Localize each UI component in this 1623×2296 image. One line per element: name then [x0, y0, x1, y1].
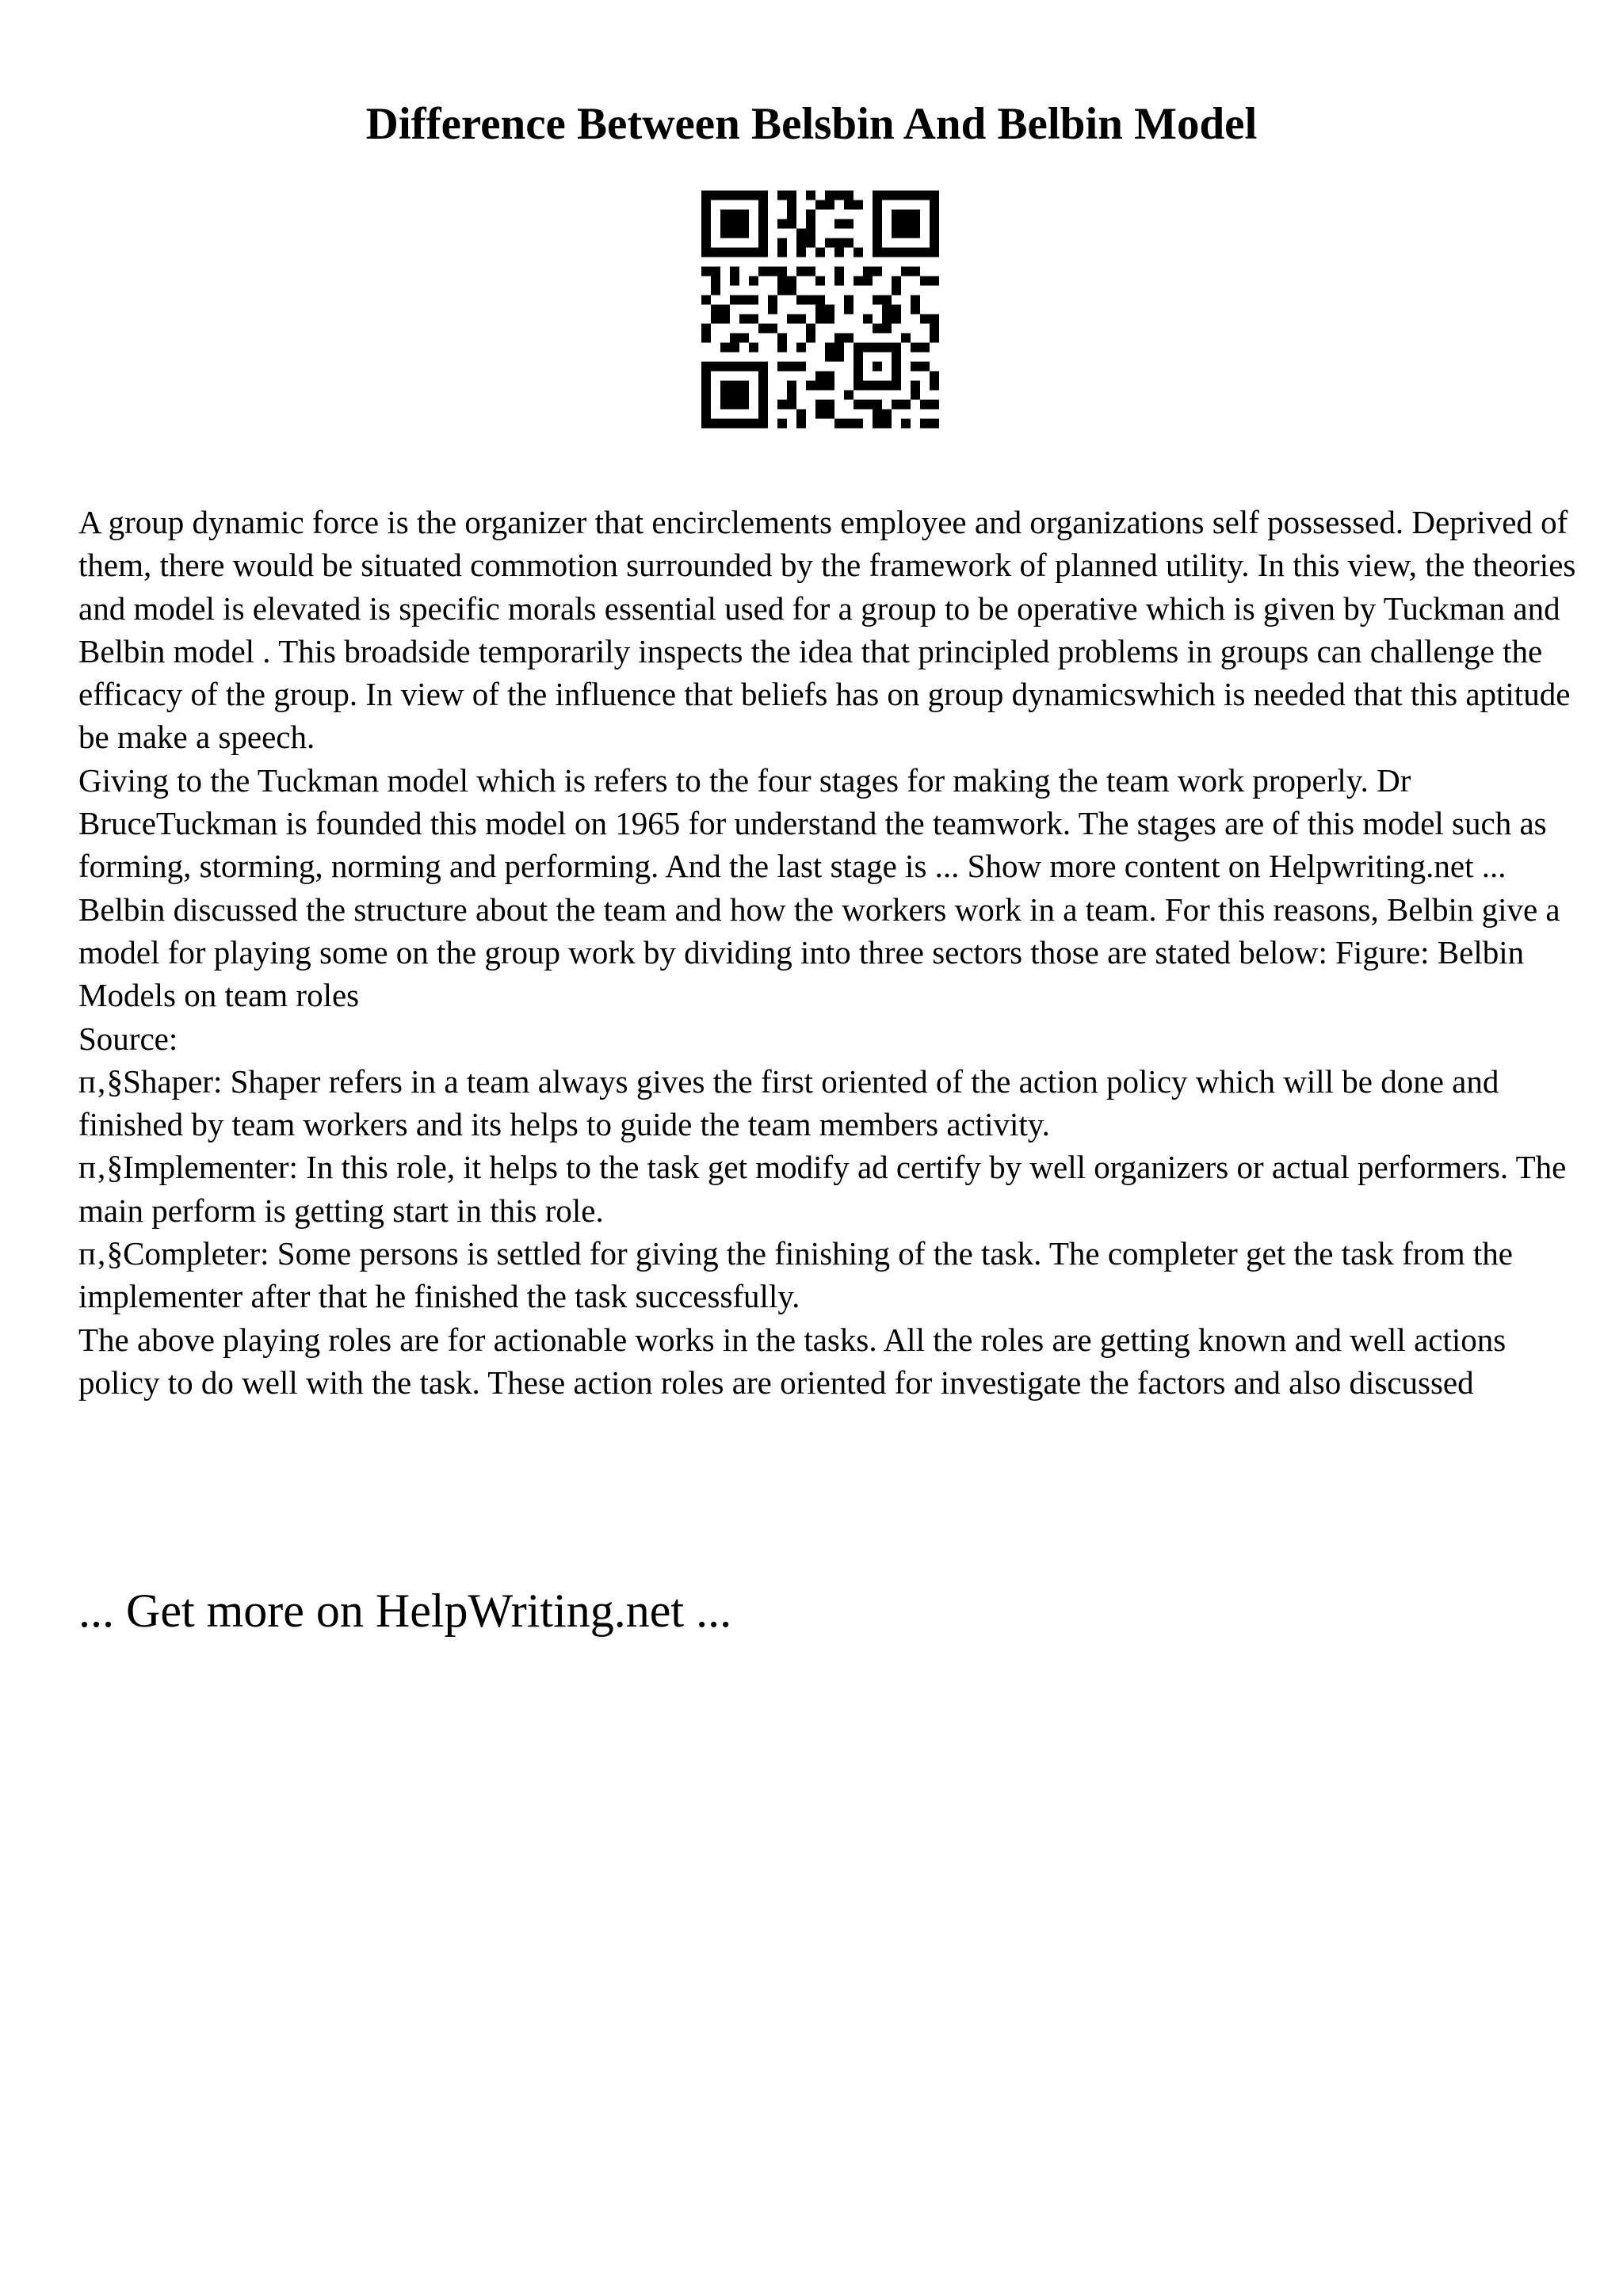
qr-code-icon — [701, 189, 939, 430]
get-more-link[interactable]: ... Get more on HelpWriting.net ... — [78, 1585, 732, 1637]
paragraph-implementer: п‚§Implementer: In this role, it helps to the task get modify ad certify by well organizers or actual performers. The main perform is getting start in this role. — [78, 1149, 1567, 1229]
document-body — [78, 501, 1584, 1404]
paragraph-tuckman: Giving to the Tuckman model which is refers to the four stages for making the team work properly. Dr BruceTuckman is founded this model on 1965 for understand the teamwork. The stages are of this model such as forming, storming, norming and performing. And the last stage is ... Show more content on Helpwriting.net ... — [78, 761, 1547, 885]
paragraph-shaper: п‚§Shaper: Shaper refers in a team always gives the first oriented of the action policy which will be done and finished by team workers and its helps to guide the team members activity. — [78, 1062, 1499, 1143]
paragraph-completer: п‚§Completer: Some persons is settled for giving the finishing of the task. The completer get the task from the implementer after that he finished the task successfully. — [78, 1235, 1514, 1315]
document-title: Difference Between Belsbin And Belbin Model — [365, 99, 1258, 149]
paragraph-belbin: Belbin discussed the structure about the team and how the workers work in a team. For this reasons, Belbin give a model for playing some on the group work by dividing into three sectors those are stated below: Figure: Belbin Models on team roles — [78, 891, 1560, 1014]
paragraph-intro: A group dynamic force is the organizer that encirclements employee and organizations self possessed. Deprived of them, there would be situated commotion surrounded by the framework of planned utility. In this view, the theories and model is elevated is specific morals essential used for a group to be operative which is given by Tuckman and Belbin model . This broadside temporarily inspects the idea that principled problems in groups can challenge the efficacy of the group. In view of the influence that beliefs has on group dynamicswhich is needed that this aptitude be make a speech. — [78, 504, 1576, 756]
paragraph-source: Source: — [78, 1020, 178, 1057]
paragraph-conclusion: The above playing roles are for actionable works in the tasks. All the roles are getting known and well actions policy to do well with the task. These action roles are oriented for investigate the factors and also discussed — [78, 1321, 1507, 1401]
